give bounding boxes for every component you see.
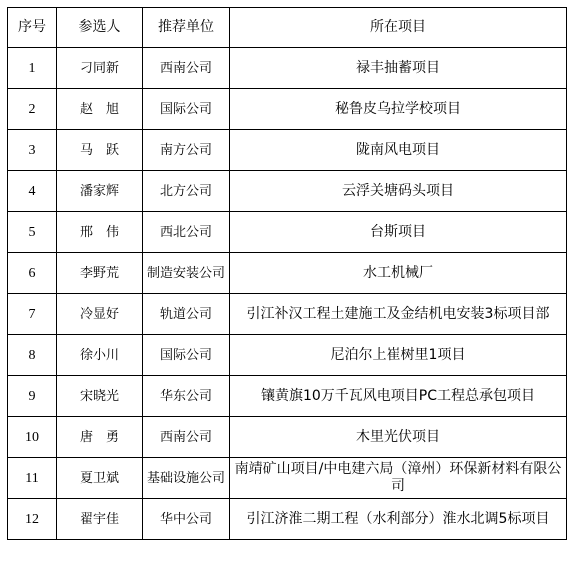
cell-no: 10 — [8, 417, 57, 458]
header-recommending-unit: 推荐单位 — [143, 8, 230, 48]
cell-candidate: 翟宇佳 — [57, 499, 143, 540]
cell-candidate: 潘家辉 — [57, 171, 143, 212]
cell-unit: 西北公司 — [143, 212, 230, 253]
cell-unit: 轨道公司 — [143, 294, 230, 335]
table-row — [8, 376, 567, 417]
cell-unit: 西南公司 — [143, 417, 230, 458]
cell-no: 3 — [8, 130, 57, 171]
header-row — [8, 8, 567, 48]
table-row — [8, 171, 567, 212]
cell-project: 南靖矿山项目/中电建六局（漳州）环保新材料有限公司 — [230, 458, 567, 499]
cell-project: 台斯项目 — [230, 212, 567, 253]
cell-project: 尼泊尔上崔树里1项目 — [230, 335, 567, 376]
cell-candidate: 徐小川 — [57, 335, 143, 376]
cell-unit: 南方公司 — [143, 130, 230, 171]
table-row — [8, 130, 567, 171]
cell-project: 引江济淮二期工程（水利部分）淮水北调5标项目 — [230, 499, 567, 540]
table-row — [8, 294, 567, 335]
table-row — [8, 253, 567, 294]
cell-no: 4 — [8, 171, 57, 212]
table-row — [8, 499, 567, 540]
table-header — [8, 8, 567, 48]
document-page — [7, 7, 567, 540]
cell-candidate: 唐 勇 — [57, 417, 143, 458]
cell-candidate: 夏卫斌 — [57, 458, 143, 499]
cell-project: 云浮关塘码头项目 — [230, 171, 567, 212]
cell-project: 禄丰抽蓄项目 — [230, 48, 567, 89]
table-body — [8, 48, 567, 540]
cell-unit: 制造安装公司 — [143, 253, 230, 294]
cell-unit: 华中公司 — [143, 499, 230, 540]
cell-no: 1 — [8, 48, 57, 89]
cell-unit: 西南公司 — [143, 48, 230, 89]
cell-unit: 国际公司 — [143, 89, 230, 130]
cell-unit: 基础设施公司 — [143, 458, 230, 499]
cell-unit: 北方公司 — [143, 171, 230, 212]
cell-no: 6 — [8, 253, 57, 294]
header-candidate: 参选人 — [57, 8, 143, 48]
cell-candidate: 李野荒 — [57, 253, 143, 294]
header-project: 所在项目 — [230, 8, 567, 48]
cell-no: 7 — [8, 294, 57, 335]
cell-candidate: 宋晓光 — [57, 376, 143, 417]
table-row — [8, 212, 567, 253]
cell-project: 秘鲁皮乌拉学校项目 — [230, 89, 567, 130]
header-no: 序号 — [8, 8, 57, 48]
candidate-table — [7, 7, 567, 540]
table-row — [8, 335, 567, 376]
cell-candidate: 邢 伟 — [57, 212, 143, 253]
table-row — [8, 89, 567, 130]
cell-no: 8 — [8, 335, 57, 376]
cell-no: 9 — [8, 376, 57, 417]
cell-project: 引江补汉工程土建施工及金结机电安装3标项目部 — [230, 294, 567, 335]
cell-candidate: 冷显好 — [57, 294, 143, 335]
cell-unit: 国际公司 — [143, 335, 230, 376]
cell-no: 5 — [8, 212, 57, 253]
cell-no: 2 — [8, 89, 57, 130]
table-row — [8, 48, 567, 89]
cell-unit: 华东公司 — [143, 376, 230, 417]
cell-no: 12 — [8, 499, 57, 540]
cell-project: 陇南风电项目 — [230, 130, 567, 171]
table-row — [8, 458, 567, 499]
cell-candidate: 马 跃 — [57, 130, 143, 171]
cell-project: 木里光伏项目 — [230, 417, 567, 458]
cell-project: 镶黄旗10万千瓦风电项目PC工程总承包项目 — [230, 376, 567, 417]
cell-candidate: 刁同新 — [57, 48, 143, 89]
cell-project: 水工机械厂 — [230, 253, 567, 294]
cell-candidate: 赵 旭 — [57, 89, 143, 130]
table-row — [8, 417, 567, 458]
cell-no: 11 — [8, 458, 57, 499]
